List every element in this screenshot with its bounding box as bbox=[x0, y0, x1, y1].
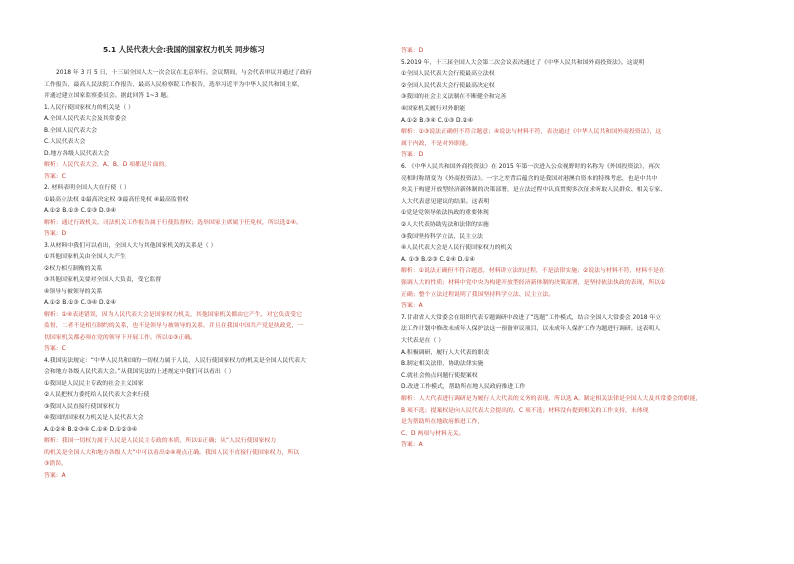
answer-line: 答案：D bbox=[401, 48, 424, 54]
question-line: B.全国人民代表大会 bbox=[44, 127, 98, 134]
question-line: ①党是党领导依法执政的重要体现 bbox=[401, 210, 489, 217]
question-line: 7.甘肃省人大常委会在组织代表专题调研中改进了“选题”工作模式，结合全国人大常委会 2018 年立 bbox=[401, 314, 662, 321]
answer-line: 答案：D bbox=[401, 152, 424, 159]
answer-line: 解析：②④表述错误，因为人民代表大会是国家权力机关，其他国家机关都由它产生，对它负责受它 bbox=[44, 311, 302, 318]
question-line: A.①② B.①③ C.③④ D.②④ bbox=[44, 300, 116, 306]
answer-line: 答案：C bbox=[44, 346, 66, 352]
question-line: D.地方各级人民代表大会 bbox=[44, 150, 110, 157]
question-line: 亮相时称谓变为《外商投资法》。一字之差背后蕴含的是我国对港澳台资本的特殊考虑，也是中共中 bbox=[401, 175, 658, 182]
question-line: ①全国人民代表大会行使最高立法权 bbox=[401, 71, 495, 78]
question-line: 3.从材料中我们可以看出，全国人大与其他国家机关的关系是（ ） bbox=[44, 242, 217, 249]
question-line: ①最高立法权 ②最高决定权 ③最高任免权 ④最高监督权 bbox=[44, 196, 189, 203]
answer-line: 答案：A bbox=[44, 472, 66, 479]
question-line: 法工作计划中修改未成年人保护法这一预备审议项目，以未成年人保护工作为题进行调研。这表明人 bbox=[401, 326, 661, 333]
question-line: 4.我国宪法规定：“中华人民共和国的一切权力属于人民，人民行使国家权力的机关是全国人民代表大 bbox=[44, 357, 306, 364]
answer-line: 答案：D bbox=[44, 231, 67, 237]
question-line: A.①②④ B.②③④ C.①④ D.①②③④ bbox=[44, 426, 138, 433]
page-title: 5.1 人民代表大会:我国的国家权力机关 同步练习 bbox=[103, 45, 265, 54]
answer-line: 答案：A bbox=[401, 442, 423, 449]
question-line: 2. 材料表明全国人大在行使（ ） bbox=[44, 185, 130, 191]
question-line: ③我国的社会主义法制在不断健全和完善 bbox=[401, 94, 507, 101]
question-line: 工作报告、最高人民法院工作报告、最高人民检察院工作报告，选举习近平为中华人民共和国主席， bbox=[44, 81, 304, 88]
question-line: ②权力相互制衡的关系 bbox=[44, 265, 103, 272]
question-line: 5.2019 年，十三届全国人大会第二次会议表决通过了《中华人民共和国外商投资法》。这说明 bbox=[401, 59, 645, 66]
answer-line: 解析：人民代表大会，A、B、D 项都是片面的。 bbox=[44, 162, 171, 168]
question-line: ②全国人民代表大会行使最高决定权 bbox=[401, 82, 495, 89]
question-line: ④我国的国家权力机关是人民代表大会 bbox=[44, 415, 144, 421]
question-line: B.制定相关法律，协助法律实施 bbox=[401, 361, 484, 368]
question-line: ③我国人民直接行使国家权力 bbox=[44, 403, 120, 410]
answer-line: 强调人大的性质；材料中党中央为构建开放型经济新体制的决策部署，是坚持依法执政的表现，所以① bbox=[401, 280, 666, 286]
answer-line: 属于内政，不是对外职能。 bbox=[401, 140, 472, 147]
question-line: 6. 《中华人民共和国外商投资法》在 2015 年第一次进入公众视野时的名称为《外国投资法》，再次 bbox=[401, 164, 660, 170]
question-line: 大代表是在（ ） bbox=[401, 338, 445, 344]
question-line: ③其他国家机关要对全国人大负责，受它监督 bbox=[44, 277, 162, 283]
question-line: 1.人民行使国家权力的机关是（ ） bbox=[44, 104, 134, 111]
question-line: A. ①③ B.②③ C.②④ D.①④ bbox=[401, 256, 475, 263]
question-line: A.①② B.①③ C.②③ D.③④ bbox=[44, 208, 116, 214]
question-line: ③我国坚持科学立法、民主立法 bbox=[401, 233, 483, 240]
question-line: D.改进工作模式，帮助所在地人民政府推进工作 bbox=[401, 384, 526, 391]
question-line: ④国家机关履行对外职能 bbox=[401, 106, 466, 112]
answer-line: 监督，二者不是相互制约的关系，也不是领导与被领导的关系，并且在我国中国共产党是执政党，一 bbox=[44, 323, 304, 329]
question-line: 央关于构建开放型经济新体制的决策部署，是立法过程中认真贯彻多次征求听取人民群众、相关专家、 bbox=[401, 187, 667, 194]
question-line: C.人民代表大会 bbox=[44, 139, 86, 145]
question-line: ②人大代表协助宪法和法律的实施 bbox=[401, 222, 489, 228]
question-line: A.积极调研，履行人大代表的职责 bbox=[401, 349, 490, 356]
answer-line: 解析：我国一切权力属于人民是人民民主专政的本质，所以①正确；从“人民行使国家权力 bbox=[44, 438, 277, 444]
answer-line: 的机关是全国人大和地方各级人大”中可以看出②④观点正确。我国人民不直接行使国家权力，所以 bbox=[44, 449, 300, 456]
question-line: A.全国人民代表大会及其常委会 bbox=[44, 116, 127, 122]
question-line: ④人民代表大会是人民行使国家权力的机关 bbox=[401, 245, 513, 252]
question-line: 2018 年 3 月 5 日，十三届全国人大一次会议在北京举行。会议期间，与会代表审议并通过了政府 bbox=[56, 70, 312, 76]
answer-line: C、D 两项与材料无关。 bbox=[401, 430, 465, 437]
question-line: 人大代表意见建议的结果。这表明 bbox=[401, 198, 490, 205]
answer-line: 解析：通过行政机关、司法机关工作报告属于行使监督权；选举国家主席属于任免权，所以选②④。 bbox=[44, 219, 302, 226]
question-line: ④领导与被领导的关系 bbox=[44, 288, 103, 295]
answer-line: 答案：C bbox=[44, 173, 66, 180]
answer-line: 正确；整个立法过程说明了我国坚持科学立法、民主立法。 bbox=[401, 291, 555, 298]
question-line: 并通过建立国家监察委员会。据此回答 1~3 题。 bbox=[44, 93, 173, 99]
answer-line: 解析：人大代表进行调研是为履行人大代表的义务的表现，所以选 A。制定相关法律是全国人大及其常委会的职能， bbox=[401, 396, 702, 402]
answer-line: B 项不选；提案权是向人民代表大会提出的，C 项不选；材料没有提到相关的工作支持，未体现 bbox=[401, 407, 649, 414]
question-line: 会和地方各级人民代表大会。”从我国宪法的上述规定中我们可以看出（ ） bbox=[44, 369, 235, 375]
answer-line: 切国家机关都必须在党的领导下开展工作。所以①③正确。 bbox=[44, 334, 196, 341]
question-line: A.①② B.③④ C.①③ D.②④ bbox=[401, 117, 473, 124]
answer-line: 解析：①说法正确但不符合题意，材料讲立法的过程，不是法律实施；②说法与材料不符，材料不是在 bbox=[401, 268, 665, 275]
answer-line: 解析：①③说法正确但不符合题意；④说法与材料不符，表决通过《中华人民共和国外商投资法》，这 bbox=[401, 129, 662, 136]
question-line: ①其他国家机关由全国人大产生 bbox=[44, 254, 126, 260]
question-line: C.就社会热点问题行使提案权 bbox=[401, 372, 478, 379]
answer-line: ③错误。 bbox=[44, 461, 67, 467]
question-line: ②人民把权力委托给人民代表大会来行使 bbox=[44, 392, 150, 398]
answer-line: 答案：A bbox=[401, 303, 423, 310]
question-line: ①我国是人民民主专政的社会主义国家 bbox=[44, 380, 144, 387]
answer-line: 是为帮助所在地政府推进工作， bbox=[401, 419, 484, 426]
